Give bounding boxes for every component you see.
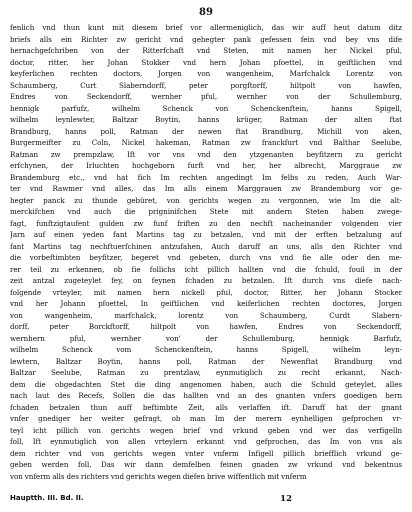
text-line: foll, Ift eynmutiglich von allen vrteylern erkannt vnd gefprochen, das Im von vns als <box>10 437 402 446</box>
text-line: von vnferm alls des richters vnd gerichts wegen diefen brive wiffentlich mit vnferm <box>10 471 307 481</box>
text-line: teyl icht pillich von gerichts wegen brief vnd vrkund geben vnd wer das verfigelln <box>10 425 402 435</box>
text-line: hegter panck zu thunde gebüret, von gerichts wegen zu vergonnen, wie Im die alt- <box>10 195 402 205</box>
text-line: dem richter vnd von gerichts wegen vnter vnferm Infigell pillich briefflich vrkund ge- <box>10 448 402 458</box>
text-line: wilhelm Schenck vom Schenckenftein, hanns Spigell, wilhelm leyn- <box>10 345 402 354</box>
text-line: hennigk parfufz, wilhelm Schenck von Schenckenftein, hanns Spigell, <box>10 103 402 113</box>
text-line: fchaden betzalen thun auff beftimbte Zeit, alls verlaffen ift. Daruff hat der gnant <box>10 402 402 412</box>
text-line: von wangenheim, marfchalck, lorentz von Schaumberg, Curdt Slabern- <box>10 310 402 320</box>
text-line: geben werden foll, Das wir dann demfelben feinen gnaden zw vrkund vnd bekentnus <box>10 460 402 469</box>
text-line: doctor, ritter, her Johan Stokker vnd hern Johan pfoettel, in geiftlichen vnd <box>10 57 402 67</box>
text-line: Ratman zw prempzlaw, Ift vor vns vnd den ytzgenanten beyfitzern zu gericht <box>10 149 402 159</box>
text-line: fenlich vnd thun kunt mit diesem brief vor allermeniglich, das wir auff heut datum ditz <box>10 23 402 32</box>
footer-signature: Hauptth. III. Bd. II. <box>10 494 84 502</box>
text-line: Jarn auf einen yeden fant Martins tag zu betzalen, vnd mit der erften betzalung auf <box>10 230 402 239</box>
page-number: 89 <box>199 7 213 18</box>
text-line: dem die obgedachten Stet die ding angenomen haben, auch die Schuld geteylet, alles <box>10 379 402 389</box>
text-line: wernhern pful, wernher von' der Schullemburg, hennigk Barfufz, <box>10 333 402 343</box>
text-line: vnfer gnediger her weiter gefragt, ob man Im der merern eynhelligen gefprochen vr- <box>10 414 402 423</box>
text-line: lewtern, Baltzar Boytin, hanns poll, Ratman der Newenftat Brandburg vnd <box>10 356 402 366</box>
text-line: zeit antzal zugeteylet fey, on feynen fchaden zu betzalen. Ift durch vns diefe nach- <box>10 276 402 285</box>
text-line: Endres von Seckendorff, wernher pful, wernher von der Schullemburg, <box>10 92 402 101</box>
text-line: Brandburg, hanns poll, Ratman der newen ftat Brandburg, Michill von aken, <box>10 126 402 136</box>
text-line: Schaumberg, Curt Slaberndorff, peter porgftorff, hiltpolt von hawfen, <box>10 80 402 90</box>
body-text <box>10 22 402 482</box>
text-line: folgende vrteyler, mit namen hern nickell pful, doctor, Ritter, her Johann Stocker <box>10 287 402 297</box>
text-line: Burgermeifter zu Coln, Nickel hakeman, Ratman zw franckfurt vnd Balthar Seelube, <box>10 138 402 147</box>
text-line: fant Martins tag nechftuerfchinen antzufahen, Auch daruff an uns, alls den Richter vnd <box>10 241 402 251</box>
text-line: wilhelm leynlewter, Baltzar Boytin, hanns krüger, Ratman der alten ftat <box>10 115 402 124</box>
text-line: nach laut des Recefs, Sollen die das hallten vnd an des gnanten vnfers goedigen hern <box>10 391 402 400</box>
text-line: hernachgefchriben von der Ritterfchaft vnd Steten, mit namen her Nickel pful, <box>10 46 402 55</box>
text-line: Brandemburg etc., vnd hat fich Im rechten angedingt Im felbs zu reden, Auch War- <box>10 172 402 182</box>
text-line: ter vnd Rawmer vnd alles, das Im alls einem Marggrauen zw Brandemburg vor ge- <box>10 184 402 193</box>
text-line: rer teil zu erkennen, ob fie follichs icht pillich hallten vnd die fchuld, fouil in der <box>10 264 402 274</box>
text-line: dorff, peter Borckftorff, hiltpolt von hawfen, Endres von Seckendorff, <box>10 322 402 331</box>
text-line: die vorbeftimbten beyfitzer, begeret vnd gebeten, durch vns vnd fie alle oder den me- <box>10 253 402 262</box>
text-line: erfchynen, der Irluchten hochgeborn furft vnd her, her albrecht, Marggraue zw <box>10 161 402 170</box>
text-line: keyferlichen rechten doctors, Jorgen von wangenheim, Marfchalck Lorentz von <box>10 69 402 78</box>
text-line: fagt, funftzigtaufent gulden zw funf friften zu den nechft nacheinander volgenden vier <box>10 218 402 228</box>
page-footer <box>10 494 402 504</box>
text-line: briefs alls ein Richter zw gericht vnd gehegter pank gefessen fein vnd bey vns dife <box>10 34 402 44</box>
footer-sheet-number: 12 <box>280 494 292 504</box>
text-line: merckifchen vnd auch die prigninifchen Stete mit andern Steten haben zwege- <box>10 207 402 216</box>
text-line: vnd her Johann pfoettel, In geiftlichen vnd keiferlichen rechten doctores, Jorgen <box>10 299 402 308</box>
text-line: Baltzar Seelube, Ratman zu prentzlaw, eynmutiglich zu recht erkannt, Nach- <box>10 368 402 377</box>
